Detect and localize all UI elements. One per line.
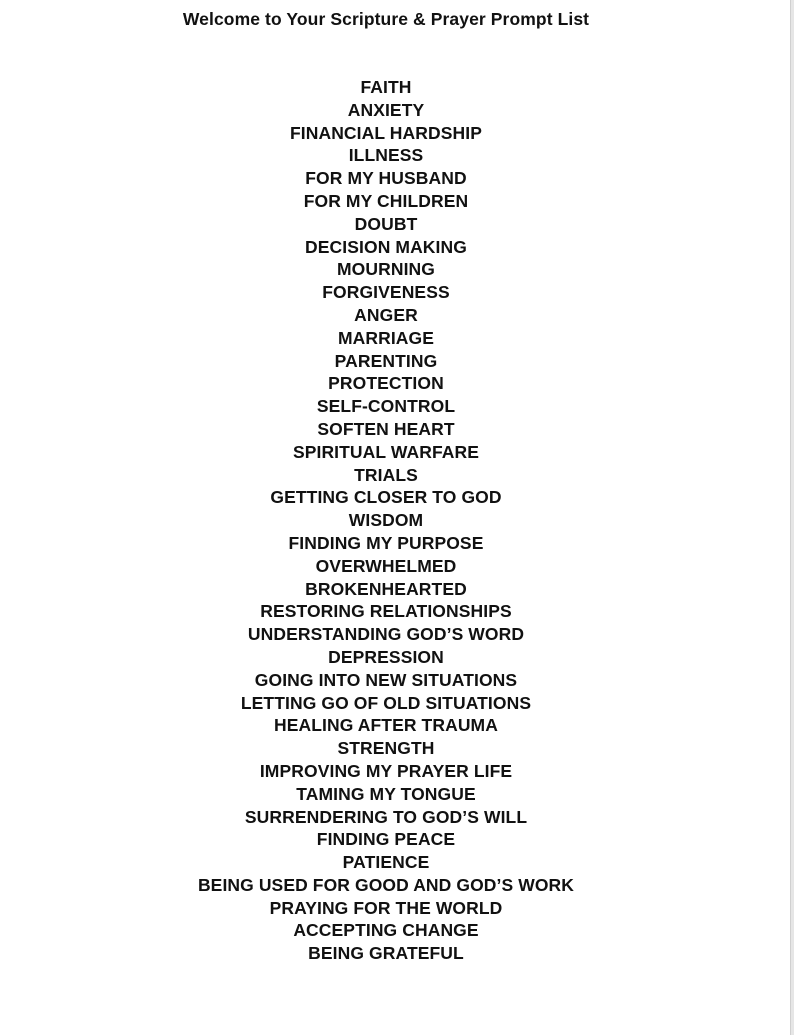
list-item: MOURNING — [336, 259, 435, 280]
prayer-topic-list — [0, 76, 772, 965]
list-item: GOING INTO NEW SITUATIONS — [254, 669, 518, 690]
list-item: FINDING MY PURPOSE — [288, 532, 484, 553]
list-item: PARENTING — [334, 350, 438, 371]
list-item: PROTECTION — [328, 373, 444, 394]
list-item: PRAYING FOR THE WORLD — [269, 897, 503, 918]
list-item: GETTING CLOSER TO GOD — [270, 487, 502, 508]
list-item: PATIENCE — [342, 852, 430, 873]
list-item: BEING GRATEFUL — [308, 943, 464, 964]
list-item: BEING USED FOR GOOD AND GOD’S WORK — [197, 874, 575, 895]
list-item: ANGER — [354, 304, 418, 325]
page-edge-divider — [790, 0, 794, 1035]
list-item: TAMING MY TONGUE — [296, 783, 476, 804]
list-item: FOR MY CHILDREN — [303, 190, 469, 211]
list-item: FINANCIAL HARDSHIP — [289, 122, 483, 143]
list-item: ANXIETY — [347, 99, 425, 120]
list-item: DEPRESSION — [328, 646, 444, 667]
list-item: SELF-CONTROL — [316, 396, 456, 417]
list-item: RESTORING RELATIONSHIPS — [260, 601, 512, 622]
list-item: ILLNESS — [348, 145, 424, 166]
list-item: MARRIAGE — [337, 327, 435, 348]
list-item: FAITH — [360, 77, 412, 97]
list-item: TRIALS — [354, 464, 418, 485]
list-item: SPIRITUAL WARFARE — [292, 441, 480, 462]
list-item: SURRENDERING TO GOD’S WILL — [244, 806, 528, 827]
list-item: LETTING GO OF OLD SITUATIONS — [240, 692, 532, 713]
list-item: DOUBT — [354, 213, 418, 234]
list-item: IMPROVING MY PRAYER LIFE — [259, 760, 513, 781]
list-item: DECISION MAKING — [305, 236, 467, 257]
list-item: STRENGTH — [337, 738, 435, 759]
list-item: UNDERSTANDING GOD’S WORD — [247, 624, 525, 645]
list-item: SOFTEN HEART — [317, 418, 455, 439]
list-item: FORGIVENESS — [322, 282, 450, 303]
page-title: Welcome to Your Scripture & Prayer Prompt List — [182, 9, 590, 29]
list-item: ACCEPTING CHANGE — [293, 920, 479, 941]
list-item: FOR MY HUSBAND — [305, 168, 467, 189]
list-item: WISDOM — [348, 510, 424, 531]
list-item: FINDING PEACE — [316, 829, 456, 850]
list-item: HEALING AFTER TRAUMA — [274, 715, 498, 736]
list-item: BROKENHEARTED — [305, 578, 467, 599]
list-item: OVERWHELMED — [315, 555, 457, 576]
